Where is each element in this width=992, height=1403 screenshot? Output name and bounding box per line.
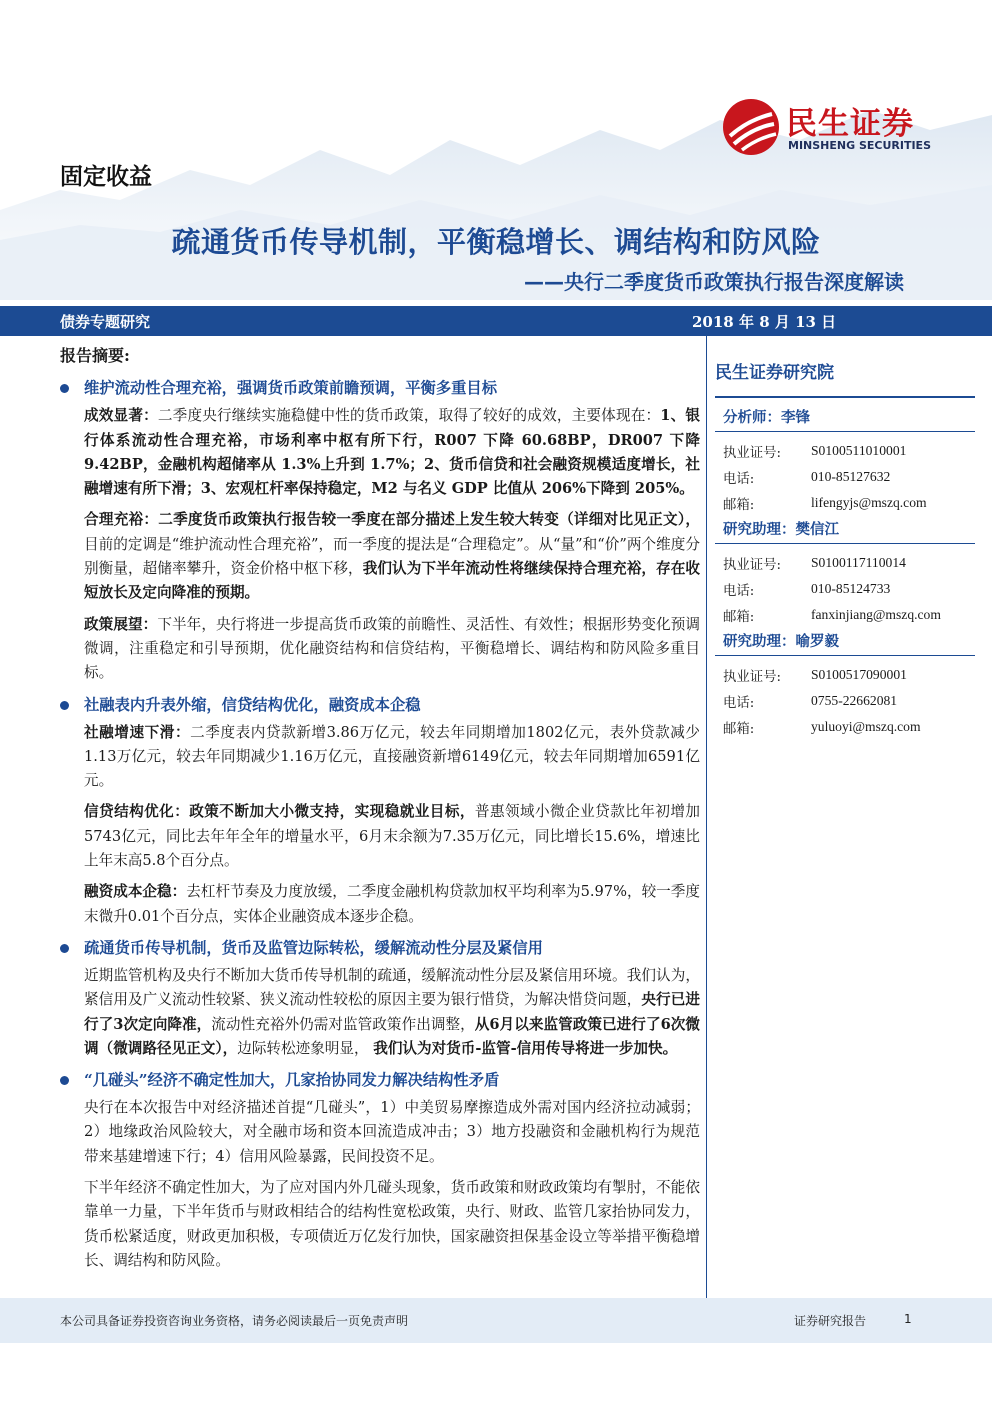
info-label: 邮箱: [723,497,755,513]
analyst-info-row [715,464,975,490]
text-run: 去杠杆节奏及力度放缓，二季度金融机构贷款加权平均利率为5.97%，较一季度末微升0.01个百分点，实体企业融资成本逐步企稳。 [84,883,700,925]
report-type: 债券专题研究 [60,313,151,331]
analyst-role: 研究助理： [723,521,796,538]
email-link[interactable]: lifengyjs@mszq.com [811,495,927,510]
bold-text-run: 央行已进行了3次定向降准， [84,991,700,1033]
analyst-heading [715,406,975,432]
text-run: 目前的定调是“维护流动性合理充裕”，而一季度的提法是“合理稳定”。从“量”和“价”两个维度分别衡量，超储率攀升，资金价格中枢下移， [84,535,700,578]
text-run: 下半年，央行将进一步提高货币政策的前瞻性、灵活性、有效性；根据形势变化预调微调，注重稳定和引导预期，优化融资结构和信贷结构，平衡稳增长、调结构和防风险多重目标。 [84,615,700,682]
analyst-name: 樊信江 [795,521,839,538]
analyst-info-row [715,490,975,516]
email-link[interactable]: fanxinjiang@mszq.com [811,607,941,622]
info-label: 执业证号: [723,669,782,685]
report-category: 固定收益 [60,164,152,190]
analyst-sidebar [715,360,975,742]
section-paragraph [60,1176,700,1273]
bold-text-run: 我们认为下半年流动性将继续保持合理充裕，存在收短放长及定向降准的预期。 [84,560,700,602]
analyst-heading [715,630,975,656]
abstract-section [60,936,700,1061]
analyst-info-row [715,688,975,714]
analyst-list [715,406,975,740]
footer-label: 证券研究报告 [794,1314,867,1328]
analyst-name: 李锋 [781,409,810,426]
abstract-column [60,344,700,1280]
analyst-info-row [715,576,975,602]
text-run: 央行在本次报告中对经济描述首提“几碰头”，1）中美贸易摩擦造成外需对国内经济拉动减弱；2）地缘政治风险较大，对全融市场和资本回流造成冲击；3）地方投融资和金融机构行为规范带来基建增速下行；4）信用风险暴露，民间投资不足。 [84,1099,700,1165]
section-paragraph [60,964,700,1061]
section-paragraph [60,880,700,929]
abstract-section [60,693,700,929]
report-info-band [0,306,992,336]
analyst-card [715,406,975,516]
bold-text-run: 政策展望： [84,615,158,633]
abstract-sections [60,376,700,1273]
institute-name: 民生证券研究院 [715,363,834,383]
analyst-role: 分析师： [723,409,781,426]
bold-text-run: 成效显著： [84,407,158,425]
info-label: 电话: [723,695,755,711]
analyst-card [715,630,975,740]
analyst-name: 喻罗毅 [795,633,839,650]
info-label: 电话: [723,583,755,599]
info-value: 010-85124733 [811,581,891,596]
text-run: 流动性充裕外仍需对监管政策作出调整， [211,1015,475,1033]
section-heading [60,936,700,960]
bold-text-run: 合理充裕：二季度货币政策执行报告较一季度在部分描述上发生较大转变（详细对比见正文）， [84,511,700,529]
report-date: 2018 年 8 月 13 日 [692,313,837,331]
section-paragraph [60,404,700,501]
bold-text-run: 1、银行体系流动性合理充裕，市场利率中枢有所下行，R007 下降 60.68BP，DR007 下降 9.42BP，金融机构超储率从 1.3%上升到 1.7%；2、货币信贷和社会融资规模适度增长，社融增速有所下滑；3、宏观杠杆率保持稳定，M2 与名义 GDP 比值从 206%下降到 205%。 [84,407,700,498]
analyst-card [715,518,975,628]
info-label: 邮箱: [723,721,755,737]
text-run: 二季度央行继续实施稳健中性的货币政策，取得了较好的成效，主要体现在： [157,407,661,425]
bold-text-run: 我们认为对货币-监管-信用传导将进一步加快。 [373,1039,678,1057]
section-paragraph [60,800,700,873]
analyst-info-row [715,662,975,688]
column-divider [706,336,707,1301]
text-run: 边际转松迹象明显， [237,1039,374,1057]
analyst-info-row [715,602,975,628]
info-label: 执业证号: [723,557,782,573]
sidebar-divider [715,396,975,398]
section-heading-text: 维护流动性合理充裕，强调货币政策前瞻预调，平衡多重目标 [84,379,498,398]
text-run: 下半年经济不确定性加大，为了应对国内外几碰头现象，货币政策和财政政策均有掣肘，不能依靠单一力量，下半年货币与财政相结合的结构性宽松政策，央行、财政、监管几家抬协同发力，货币松紧适度，财政更加积极，专项债近万亿发行加快，国家融资担保基金设立等举措平衡稳增长、调结构和防风险。 [84,1179,700,1269]
info-label: 电话: [723,471,755,487]
section-paragraph [60,721,700,794]
section-heading-text: 疏通货币传导机制，货币及监管边际转松，缓解流动性分层及紧信用 [84,938,543,957]
info-value: S0100517090001 [811,667,907,682]
text-run: 二季度表内贷款新增3.86万亿元，较去年同期增加1802亿元，表外贷款减少1.13万亿元，较去年同期减少1.16万亿元，直接融资新增6149亿元，较去年同期增加6591亿元。 [84,723,700,790]
page-footer [0,1298,992,1343]
info-value: S0100511010001 [811,443,907,458]
logo-english-text: MINSHENG SECURITIES [788,139,931,152]
analyst-info-row [715,714,975,740]
abstract-title: 报告摘要: [60,346,130,365]
report-title: 疏通货币传导机制，平衡稳增长、调结构和防风险 [171,225,821,259]
email-link[interactable]: yuluoyi@mszq.com [811,719,921,734]
bullet-dot-icon [60,701,69,710]
abstract-section [60,1068,700,1273]
analyst-role: 研究助理： [723,633,796,650]
section-heading [60,693,700,717]
text-run: 普惠领域小微企业贷款比年初增加5743亿元，同比去年年全年的增量水平，6月末余额为7.35万亿元，同比增长15.6%，增速比上年末高5.8个百分点。 [84,803,700,870]
abstract-section [60,376,700,685]
minsheng-logo-icon [722,98,780,156]
section-paragraph [60,613,700,686]
text-run: 近期监管机构及央行不断加大货币传导机制的疏通，缓解流动性分层及紧信用环境。我们认为，紧信用及广义流动性较紧、狭义流动性较松的原因主要为银行惜贷，为解决惜贷问题， [84,966,700,1009]
bold-text-run: 从6月以来监管政策已进行了6次微调（微调路径见正文）， [84,1015,701,1057]
report-subtitle: ——央行二季度货币政策执行报告深度解读 [524,270,904,294]
minsheng-logo [722,98,952,158]
section-heading [60,376,700,400]
bold-text-run: 融资成本企稳： [84,883,187,901]
bullet-dot-icon [60,1076,69,1085]
section-paragraph [60,508,700,605]
bullet-dot-icon [60,384,69,393]
bold-text-run: 社融增速下滑： [84,723,191,741]
info-value: S0100117110014 [811,555,906,570]
analyst-info-row [715,438,975,464]
footer-disclaimer: 本公司具备证券投资咨询业务资格，请务必阅读最后一页免责声明 [60,1314,409,1328]
info-label: 邮箱: [723,609,755,625]
section-heading-text: 社融表内升表外缩，信贷结构优化，融资成本企稳 [84,695,421,714]
section-heading [60,1068,700,1092]
section-paragraph [60,1096,700,1169]
logo-chinese-text: 民生证券 [786,106,914,142]
info-value: 0755-22662081 [811,693,898,708]
info-label: 执业证号: [723,445,782,461]
bold-text-run: 信贷结构优化：政策不断加大小微支持，实现稳就业目标， [84,803,475,821]
analyst-info-row [715,550,975,576]
analyst-heading [715,518,975,544]
page-number: 1 [904,1312,912,1326]
info-value: 010-85127632 [811,469,891,484]
bullet-dot-icon [60,944,69,953]
section-heading-text: “几碰头”经济不确定性加大，几家抬协同发力解决结构性矛盾 [84,1071,500,1090]
